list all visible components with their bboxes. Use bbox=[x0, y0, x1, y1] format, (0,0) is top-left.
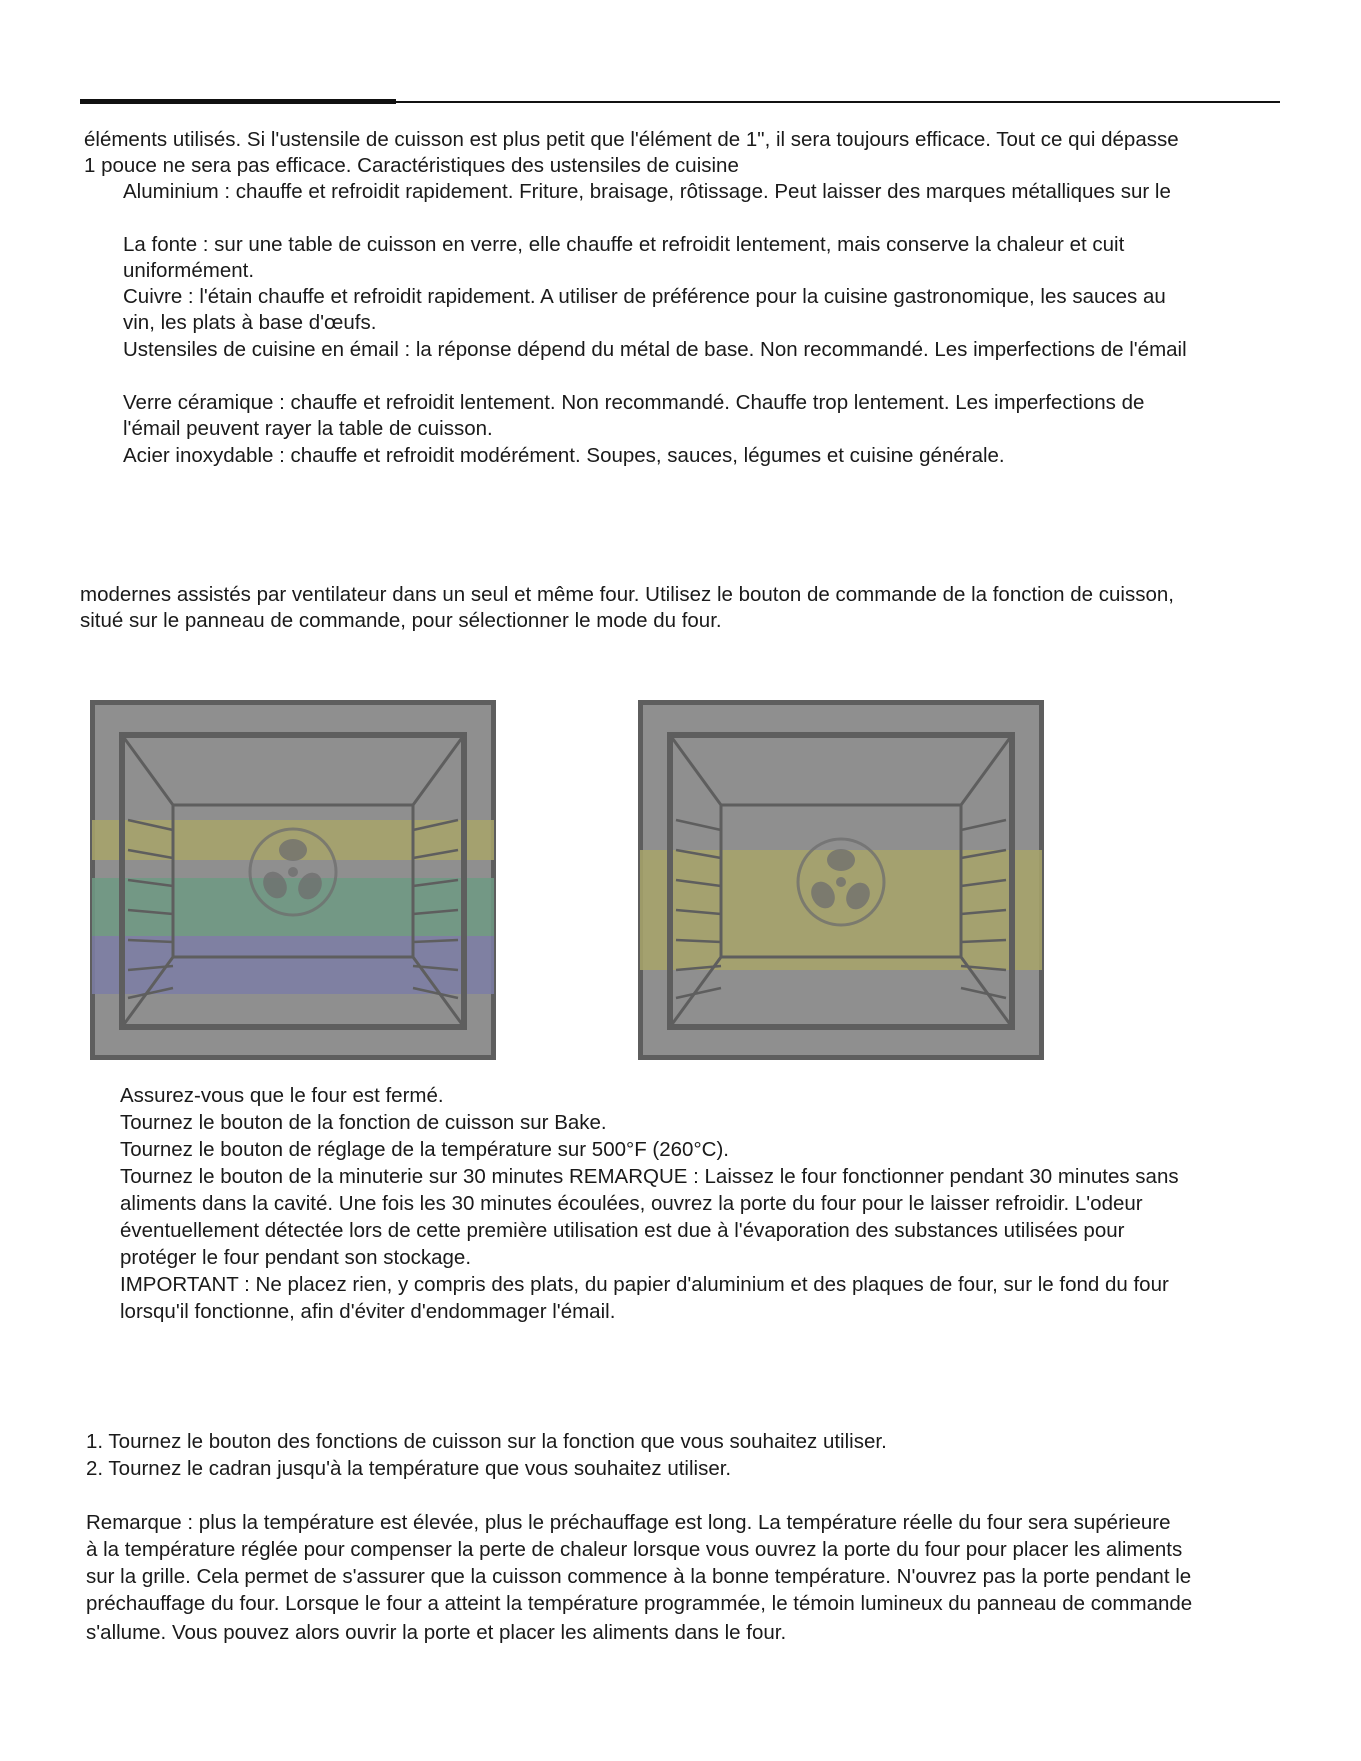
instruction-line: Assurez-vous que le four est fermé. bbox=[120, 1084, 444, 1107]
oven-rack-diagram-left bbox=[90, 700, 496, 1060]
rack-band-green bbox=[92, 878, 494, 936]
cookware-glass-ceramic-cont: l'émail peuvent rayer la table de cuisson. bbox=[123, 417, 493, 440]
cookware-stainless: Acier inoxydable : chauffe et refroidit modérément. Soupes, sauces, légumes et cuisine générale. bbox=[123, 444, 1005, 467]
paragraph-line: situé sur le panneau de commande, pour sélectionner le mode du four. bbox=[80, 609, 722, 632]
oven-rack-diagram-right bbox=[638, 700, 1044, 1060]
paragraph-line: éléments utilisés. Si l'ustensile de cuisson est plus petit que l'élément de 1", il sera toujours efficace. Tout ce qui dépasse bbox=[84, 128, 1179, 151]
cookware-copper-cont: vin, les plats à base d'œufs. bbox=[123, 311, 377, 334]
step-1: 1. Tournez le bouton des fonctions de cuisson sur la fonction que vous souhaitez utiliser. bbox=[86, 1430, 887, 1453]
cookware-glass-ceramic: Verre céramique : chauffe et refroidit lentement. Non recommandé. Chauffe trop lentement. Les imperfections de bbox=[123, 391, 1145, 414]
note-line: Remarque : plus la température est élevée, plus le préchauffage est long. La température réelle du four sera supérieure bbox=[86, 1511, 1171, 1534]
instruction-line: Tournez le bouton de réglage de la température sur 500°F (260°C). bbox=[120, 1138, 729, 1161]
note-line: à la température réglée pour compenser la perte de chaleur lorsque vous ouvrez la porte du four pour placer les aliments bbox=[86, 1538, 1183, 1561]
instruction-line: Tournez le bouton de la fonction de cuisson sur Bake. bbox=[120, 1111, 607, 1134]
cookware-cast-iron: La fonte : sur une table de cuisson en verre, elle chauffe et refroidit lentement, mais conserve la chaleur et cuit bbox=[123, 233, 1125, 256]
note-line: s'allume. Vous pouvez alors ouvrir la porte et placer les aliments dans le four. bbox=[86, 1621, 787, 1644]
step-2: 2. Tournez le cadran jusqu'à la température que vous souhaitez utiliser. bbox=[86, 1457, 732, 1480]
cookware-enamel: Ustensiles de cuisine en émail : la réponse dépend du métal de base. Non recommandé. Les imperfections de l'émail bbox=[123, 338, 1187, 361]
cookware-aluminium: Aluminium : chauffe et refroidit rapidement. Friture, braisage, rôtissage. Peut laisser des marques métalliques sur le bbox=[123, 180, 1171, 203]
note-line: préchauffage du four. Lorsque le four a atteint la température programmée, le témoin lumineux du panneau de commande bbox=[86, 1592, 1193, 1615]
header-rule-accent bbox=[80, 99, 396, 104]
note-line: sur la grille. Cela permet de s'assurer que la cuisson commence à la bonne température. N'ouvrez pas la porte pendant le bbox=[86, 1565, 1192, 1588]
cookware-cast-iron-cont: uniformément. bbox=[123, 259, 255, 282]
cookware-copper: Cuivre : l'étain chauffe et refroidit rapidement. A utiliser de préférence pour la cuisine gastronomique, les sauces au bbox=[123, 285, 1166, 308]
paragraph-line: modernes assistés par ventilateur dans un seul et même four. Utilisez le bouton de commande de la fonction de cuisson, bbox=[80, 583, 1174, 606]
instruction-line: Tournez le bouton de la minuterie sur 30 minutes REMARQUE : Laissez le four fonctionner pendant 30 minutes sans bbox=[120, 1165, 1179, 1188]
important-note: IMPORTANT : Ne placez rien, y compris des plats, du papier d'aluminium et des plaques de four, sur le fond du four bbox=[120, 1273, 1169, 1296]
instruction-line: éventuellement détectée lors de cette première utilisation est due à l'évaporation des substances utilisées pour bbox=[120, 1219, 1125, 1242]
instruction-line: protéger le four pendant son stockage. bbox=[120, 1246, 472, 1269]
instruction-line: aliments dans la cavité. Une fois les 30 minutes écoulées, ouvrez la porte du four pour le laisser refroidir. L'odeur bbox=[120, 1192, 1143, 1215]
important-note-cont: lorsqu'il fonctionne, afin d'éviter d'endommager l'émail. bbox=[120, 1300, 616, 1323]
paragraph-line: 1 pouce ne sera pas efficace. Caractéristiques des ustensiles de cuisine bbox=[84, 154, 739, 177]
